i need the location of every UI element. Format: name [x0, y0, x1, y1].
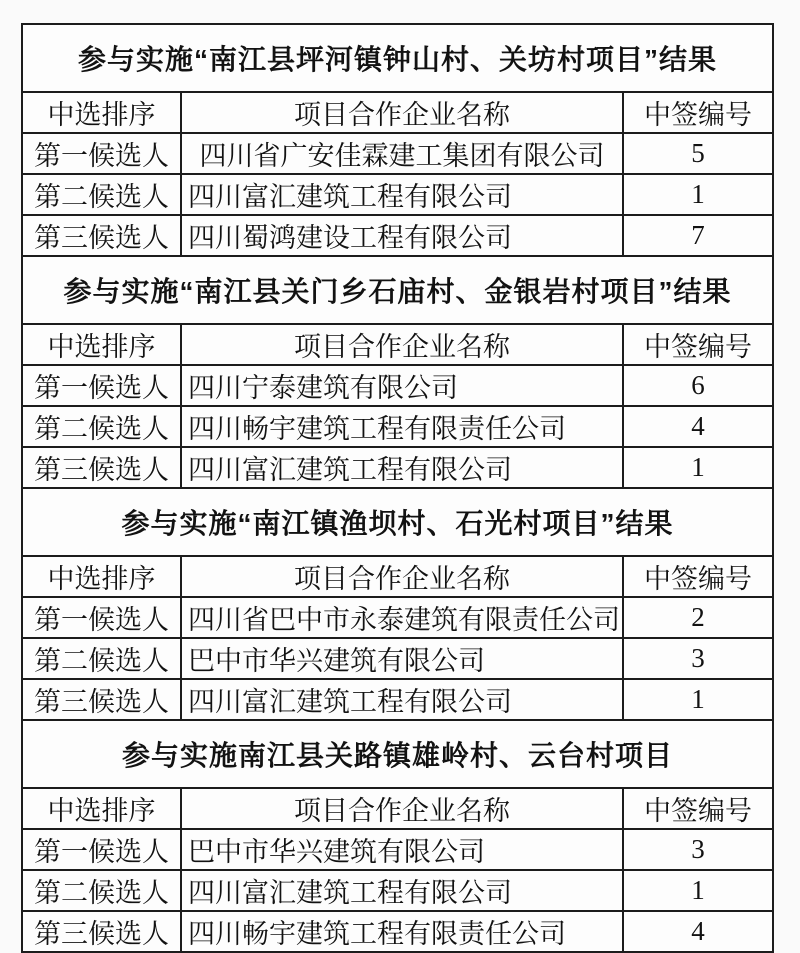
number-cell: 5: [623, 133, 773, 174]
number-cell: 7: [623, 215, 773, 256]
number-cell: 1: [623, 447, 773, 488]
number-cell: 4: [623, 911, 773, 952]
rank-cell: 第一候选人: [22, 597, 181, 638]
section-3-column-header-number: 中签编号: [623, 556, 773, 597]
company-cell: 四川富汇建筑工程有限公司: [181, 870, 623, 911]
company-cell: 四川富汇建筑工程有限公司: [181, 174, 623, 215]
section-3-header-row: [22, 556, 773, 597]
rank-cell: 第二候选人: [22, 174, 181, 215]
table-row: [22, 911, 773, 952]
company-cell: 巴中市华兴建筑有限公司: [181, 638, 623, 679]
company-cell: 四川省广安佳霖建工集团有限公司: [181, 133, 623, 174]
section-2-column-header-number: 中签编号: [623, 324, 773, 365]
table-row: [22, 638, 773, 679]
section-1-title: 参与实施“南江县坪河镇钟山村、关坊村项目”结果: [22, 24, 773, 92]
company-cell: 四川富汇建筑工程有限公司: [181, 679, 623, 720]
number-cell: 6: [623, 365, 773, 406]
table-row: [22, 829, 773, 870]
number-cell: 3: [623, 829, 773, 870]
section-2-title-row: [22, 256, 773, 324]
section-3-title: 参与实施“南江镇渔坝村、石光村项目”结果: [22, 488, 773, 556]
table-row: [22, 679, 773, 720]
section-4-column-header-rank: 中选排序: [22, 788, 181, 829]
table-row: [22, 215, 773, 256]
company-cell: 四川畅宇建筑工程有限责任公司: [181, 911, 623, 952]
table-row: [22, 133, 773, 174]
company-cell: 四川富汇建筑工程有限公司: [181, 447, 623, 488]
section-3-title-row: [22, 488, 773, 556]
section-1-column-header-number: 中签编号: [623, 92, 773, 133]
number-cell: 3: [623, 638, 773, 679]
section-4-column-header-company: 项目合作企业名称: [181, 788, 623, 829]
company-cell: 四川宁泰建筑有限公司: [181, 365, 623, 406]
section-2-column-header-rank: 中选排序: [22, 324, 181, 365]
rank-cell: 第三候选人: [22, 911, 181, 952]
rank-cell: 第一候选人: [22, 365, 181, 406]
company-cell: 四川省巴中市永泰建筑有限责任公司: [181, 597, 623, 638]
section-4-title-row: [22, 720, 773, 788]
number-cell: 1: [623, 870, 773, 911]
rank-cell: 第三候选人: [22, 215, 181, 256]
table-row: [22, 870, 773, 911]
section-2-header-row: [22, 324, 773, 365]
number-cell: 1: [623, 174, 773, 215]
section-2-title: 参与实施“南江县关门乡石庙村、金银岩村项目”结果: [22, 256, 773, 324]
table-row: [22, 447, 773, 488]
rank-cell: 第三候选人: [22, 679, 181, 720]
results-table: [21, 23, 774, 953]
company-cell: 四川畅宇建筑工程有限责任公司: [181, 406, 623, 447]
company-cell: 巴中市华兴建筑有限公司: [181, 829, 623, 870]
number-cell: 2: [623, 597, 773, 638]
rank-cell: 第一候选人: [22, 133, 181, 174]
table-row: [22, 597, 773, 638]
section-3-column-header-company: 项目合作企业名称: [181, 556, 623, 597]
rank-cell: 第二候选人: [22, 870, 181, 911]
number-cell: 4: [623, 406, 773, 447]
section-1-column-header-rank: 中选排序: [22, 92, 181, 133]
table-row: [22, 174, 773, 215]
section-4-title: 参与实施南江县关路镇雄岭村、云台村项目: [22, 720, 773, 788]
section-3-column-header-rank: 中选排序: [22, 556, 181, 597]
table-row: [22, 406, 773, 447]
rank-cell: 第三候选人: [22, 447, 181, 488]
rank-cell: 第二候选人: [22, 638, 181, 679]
rank-cell: 第二候选人: [22, 406, 181, 447]
rank-cell: 第一候选人: [22, 829, 181, 870]
table-row: [22, 365, 773, 406]
company-cell: 四川蜀鸿建设工程有限公司: [181, 215, 623, 256]
section-4-header-row: [22, 788, 773, 829]
section-4-column-header-number: 中签编号: [623, 788, 773, 829]
section-1-header-row: [22, 92, 773, 133]
section-1-column-header-company: 项目合作企业名称: [181, 92, 623, 133]
number-cell: 1: [623, 679, 773, 720]
section-1-title-row: [22, 24, 773, 92]
section-2-column-header-company: 项目合作企业名称: [181, 324, 623, 365]
